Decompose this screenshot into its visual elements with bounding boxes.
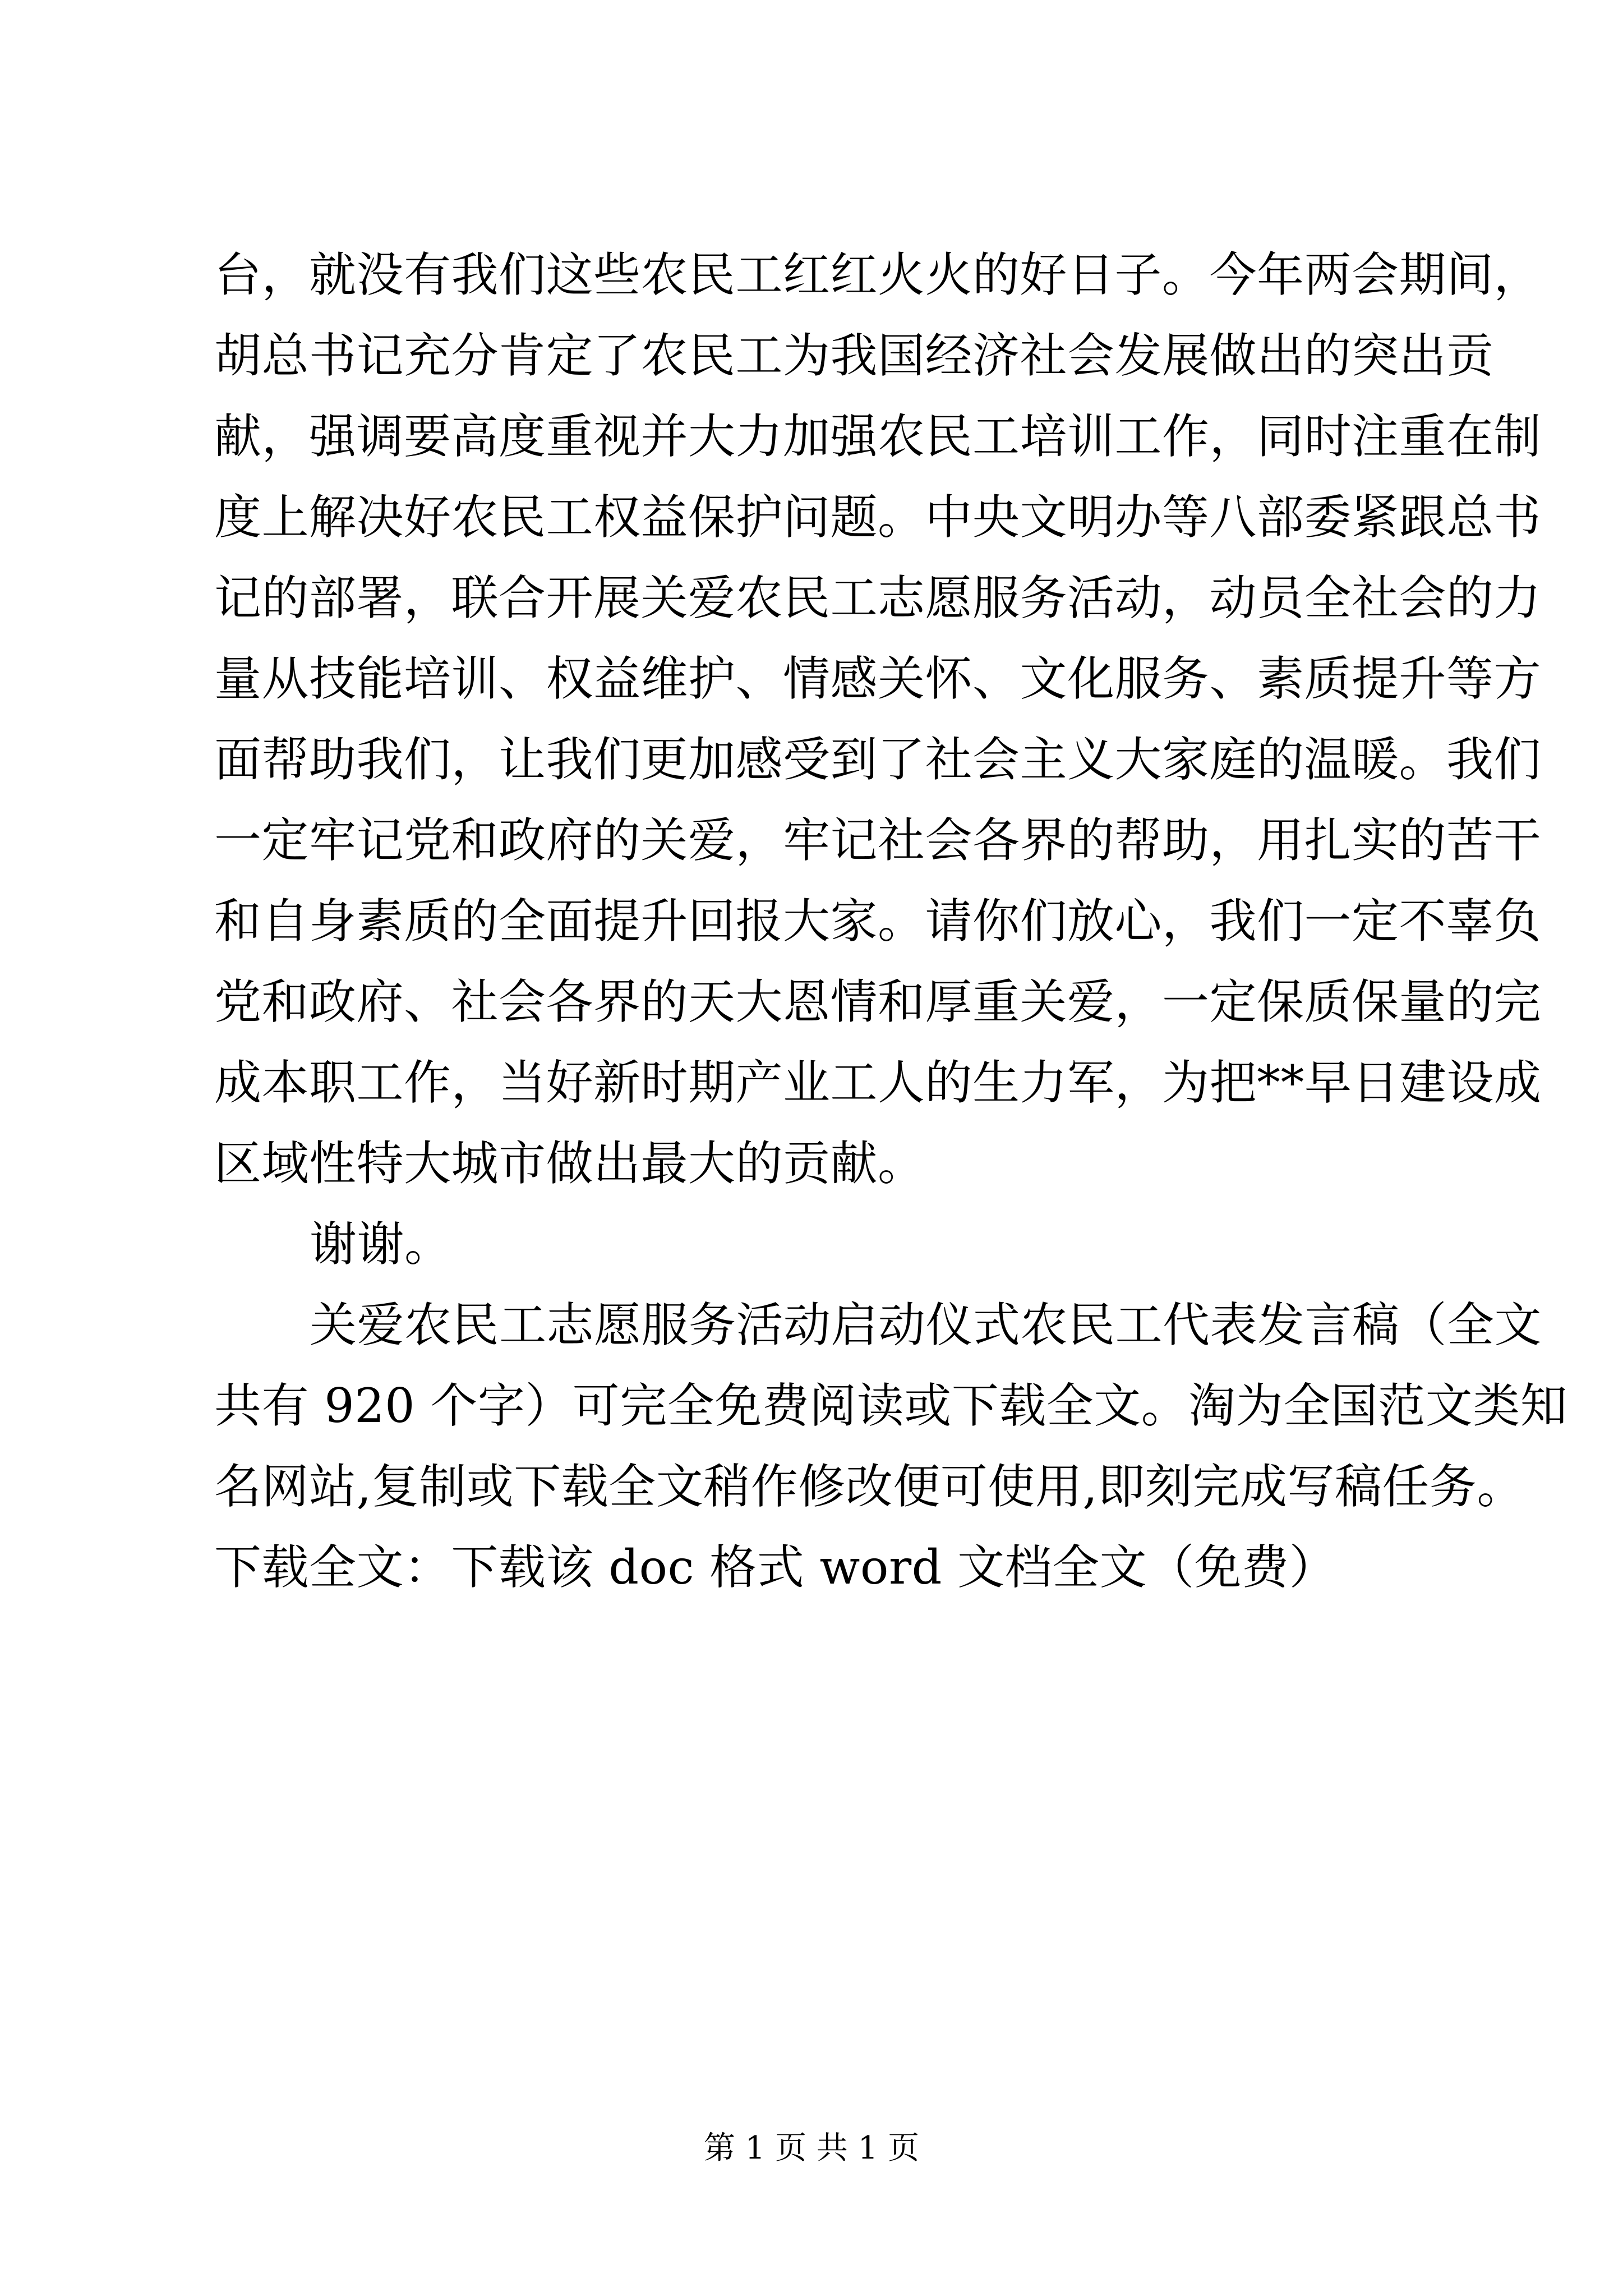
download-link-line[interactable]: 下载全文：下载该 doc 格式 word 文档全文（免费） xyxy=(214,1540,1337,1595)
body-line: 区域性特大城市做出最大的贡献。 xyxy=(214,1136,925,1191)
summary-line: 共有 920 个字）可完全免费阅读或下载全文。淘为全国范文类知 xyxy=(214,1378,1568,1433)
body-line: 献，强调要高度重视并大力加强农民工培训工作，同时注重在制 xyxy=(214,409,1542,464)
body-line: 记的部署，联合开展关爱农民工志愿服务活动，动员全社会的力 xyxy=(214,570,1542,625)
page-footer: 第 1 页 共 1 页 xyxy=(703,2130,920,2166)
body-line: 和自身素质的全面提升回报大家。请你们放心，我们一定不辜负 xyxy=(214,894,1542,949)
closing-line: 谢谢。 xyxy=(310,1217,452,1272)
document-body xyxy=(214,234,1568,1608)
body-line: 成本职工作，当好新时期产业工人的生力军，为把**早日建设成 xyxy=(214,1055,1542,1110)
summary-line: 名网站,复制或下载全文稍作修改便可使用,即刻完成写稿任务。 xyxy=(214,1459,1524,1514)
body-line: 一定牢记党和政府的关爱，牢记社会各界的帮助，用扎实的苦干 xyxy=(214,813,1542,868)
body-line: 度上解决好农民工权益保护问题。中央文明办等八部委紧跟总书 xyxy=(214,490,1542,545)
summary-line: 关爱农民工志愿服务活动启动仪式农民工代表发言稿（全文 xyxy=(310,1297,1542,1352)
body-line: 党和政府、社会各界的天大恩情和厚重关爱，一定保质保量的完 xyxy=(214,974,1542,1029)
body-line: 面帮助我们，让我们更加感受到了社会主义大家庭的温暖。我们 xyxy=(214,732,1542,787)
body-line: 量从技能培训、权益维护、情感关怀、文化服务、素质提升等方 xyxy=(214,651,1542,706)
body-line: 台，就没有我们这些农民工红红火火的好日子。今年两会期间， xyxy=(214,247,1542,302)
body-line: 胡总书记充分肯定了农民工为我国经济社会发展做出的突出贡 xyxy=(214,328,1494,383)
